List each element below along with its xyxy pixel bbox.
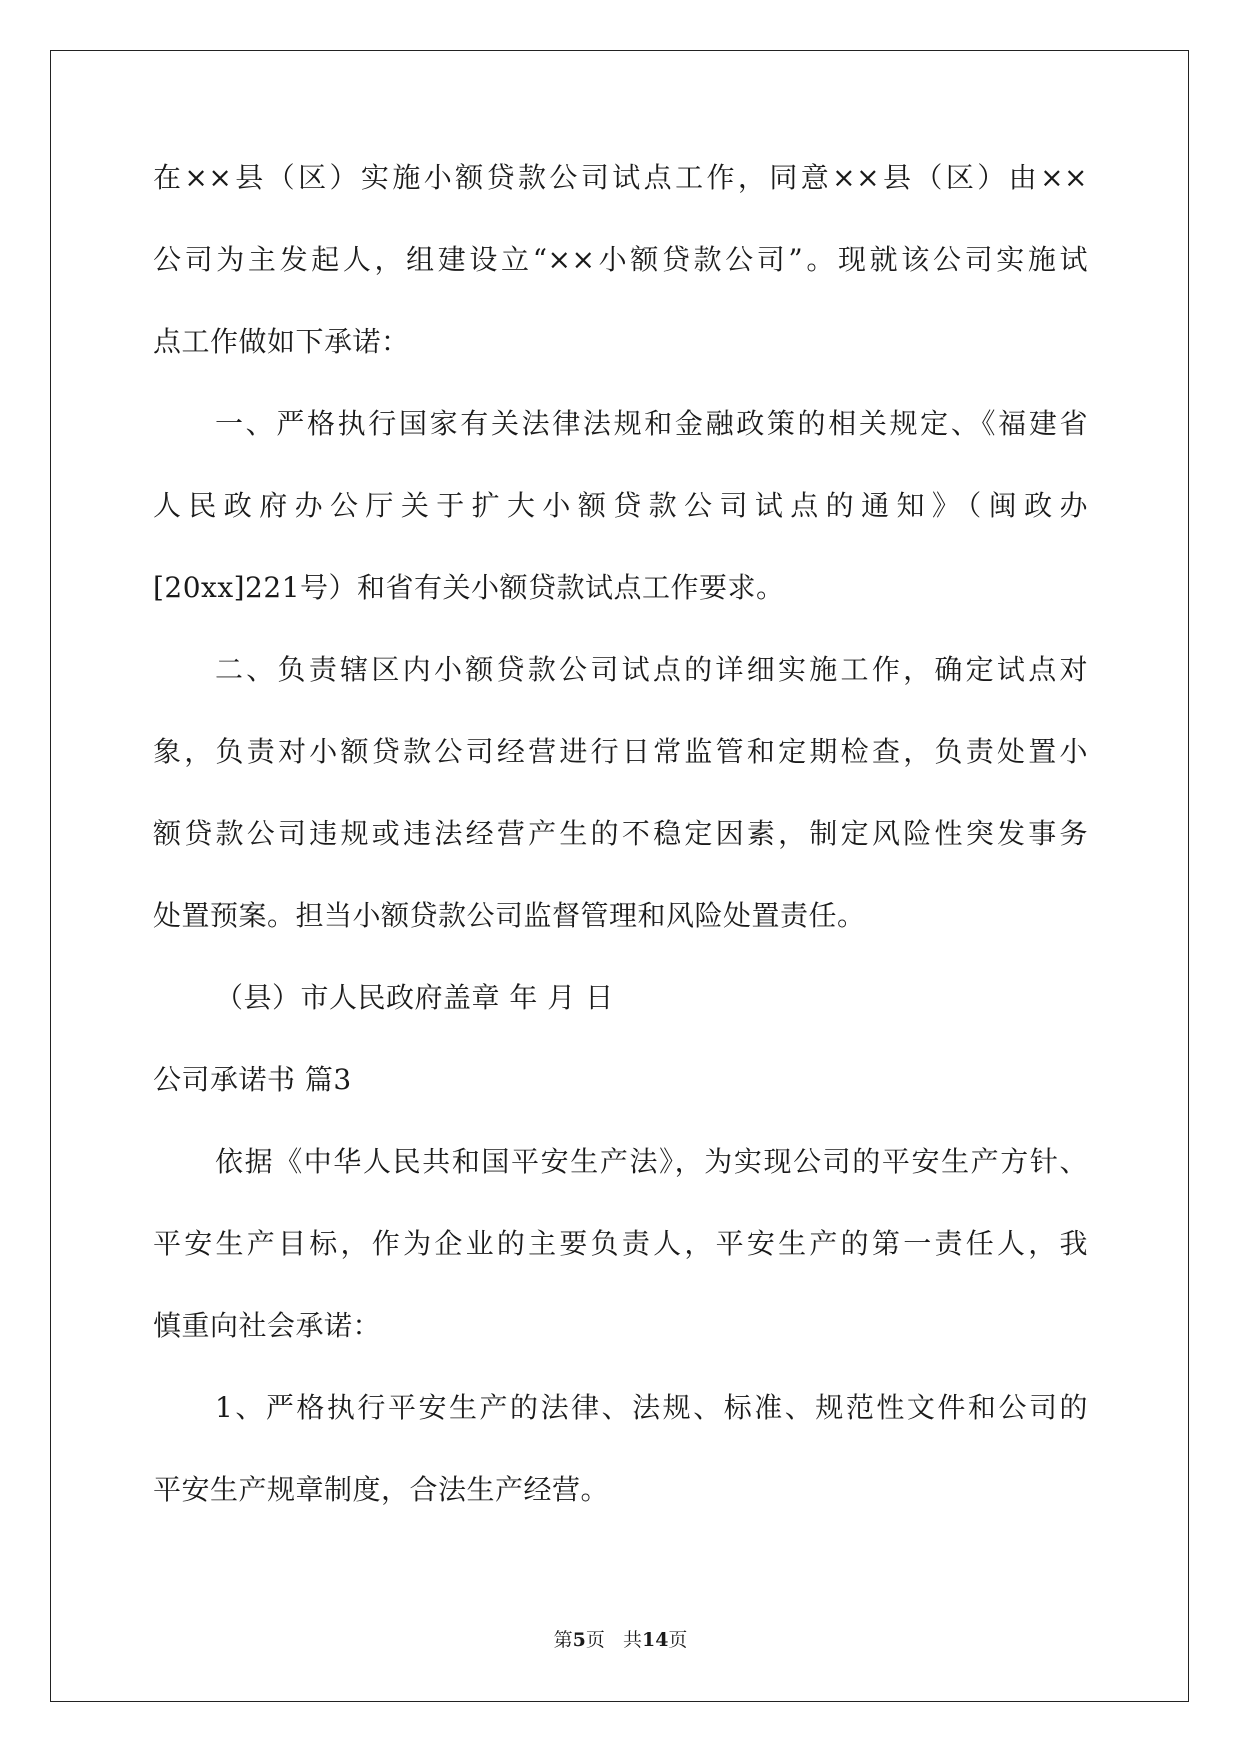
text-line: 人民政府办公厅关于扩大小额贷款公司试点的通知》（闽政办 bbox=[153, 489, 1088, 522]
document-body bbox=[153, 162, 1088, 1556]
text-line: 点工作做如下承诺： bbox=[153, 325, 410, 358]
text-line: 在××县（区）实施小额贷款公司试点工作，同意××县（区）由×× bbox=[153, 161, 1088, 194]
text-line: 二、负责辖区内小额贷款公司试点的详细实施工作，确定试点对 bbox=[215, 653, 1088, 686]
signature-line: （县）市人民政府盖章 年 月 日 bbox=[215, 981, 614, 1014]
text-line: 公司为主发起人，组建设立“××小额贷款公司”。现就该公司实施试 bbox=[153, 243, 1088, 276]
text-line: 1、严格执行平安生产的法律、法规、标准、规范性文件和公司的 bbox=[215, 1391, 1088, 1424]
text-line: 额贷款公司违规或违法经营产生的不稳定因素，制定风险性突发事务 bbox=[153, 817, 1088, 850]
text-line: 象，负责对小额贷款公司经营进行日常监管和定期检查，负责处置小 bbox=[153, 735, 1088, 768]
text-line: 平安生产目标，作为企业的主要负责人，平安生产的第一责任人，我 bbox=[153, 1227, 1088, 1260]
total-prefix: 共 bbox=[622, 1629, 642, 1651]
text-line: 平安生产规章制度，合法生产经营。 bbox=[153, 1473, 610, 1506]
page-number: 5 bbox=[572, 1629, 586, 1651]
total-unit: 页 bbox=[668, 1629, 688, 1651]
text-line: 依据《中华人民共和国平安生产法》，为实现公司的平安生产方针、 bbox=[215, 1145, 1088, 1178]
page-prefix: 第 bbox=[553, 1629, 573, 1651]
page-footer bbox=[0, 1628, 1241, 1652]
text-line: 处置预案。担当小额贷款公司监督管理和风险处置责任。 bbox=[153, 899, 866, 932]
total-pages: 14 bbox=[641, 1629, 669, 1651]
text-line: 慎重向社会承诺： bbox=[153, 1309, 382, 1342]
text-line: [20xx]221号）和省有关小额贷款试点工作要求。 bbox=[153, 571, 785, 604]
text-line: 一、严格执行国家有关法律法规和金融政策的相关规定、《福建省 bbox=[215, 407, 1088, 440]
section-heading: 公司承诺书 篇3 bbox=[153, 1063, 352, 1096]
page-unit: 页 bbox=[585, 1629, 605, 1651]
